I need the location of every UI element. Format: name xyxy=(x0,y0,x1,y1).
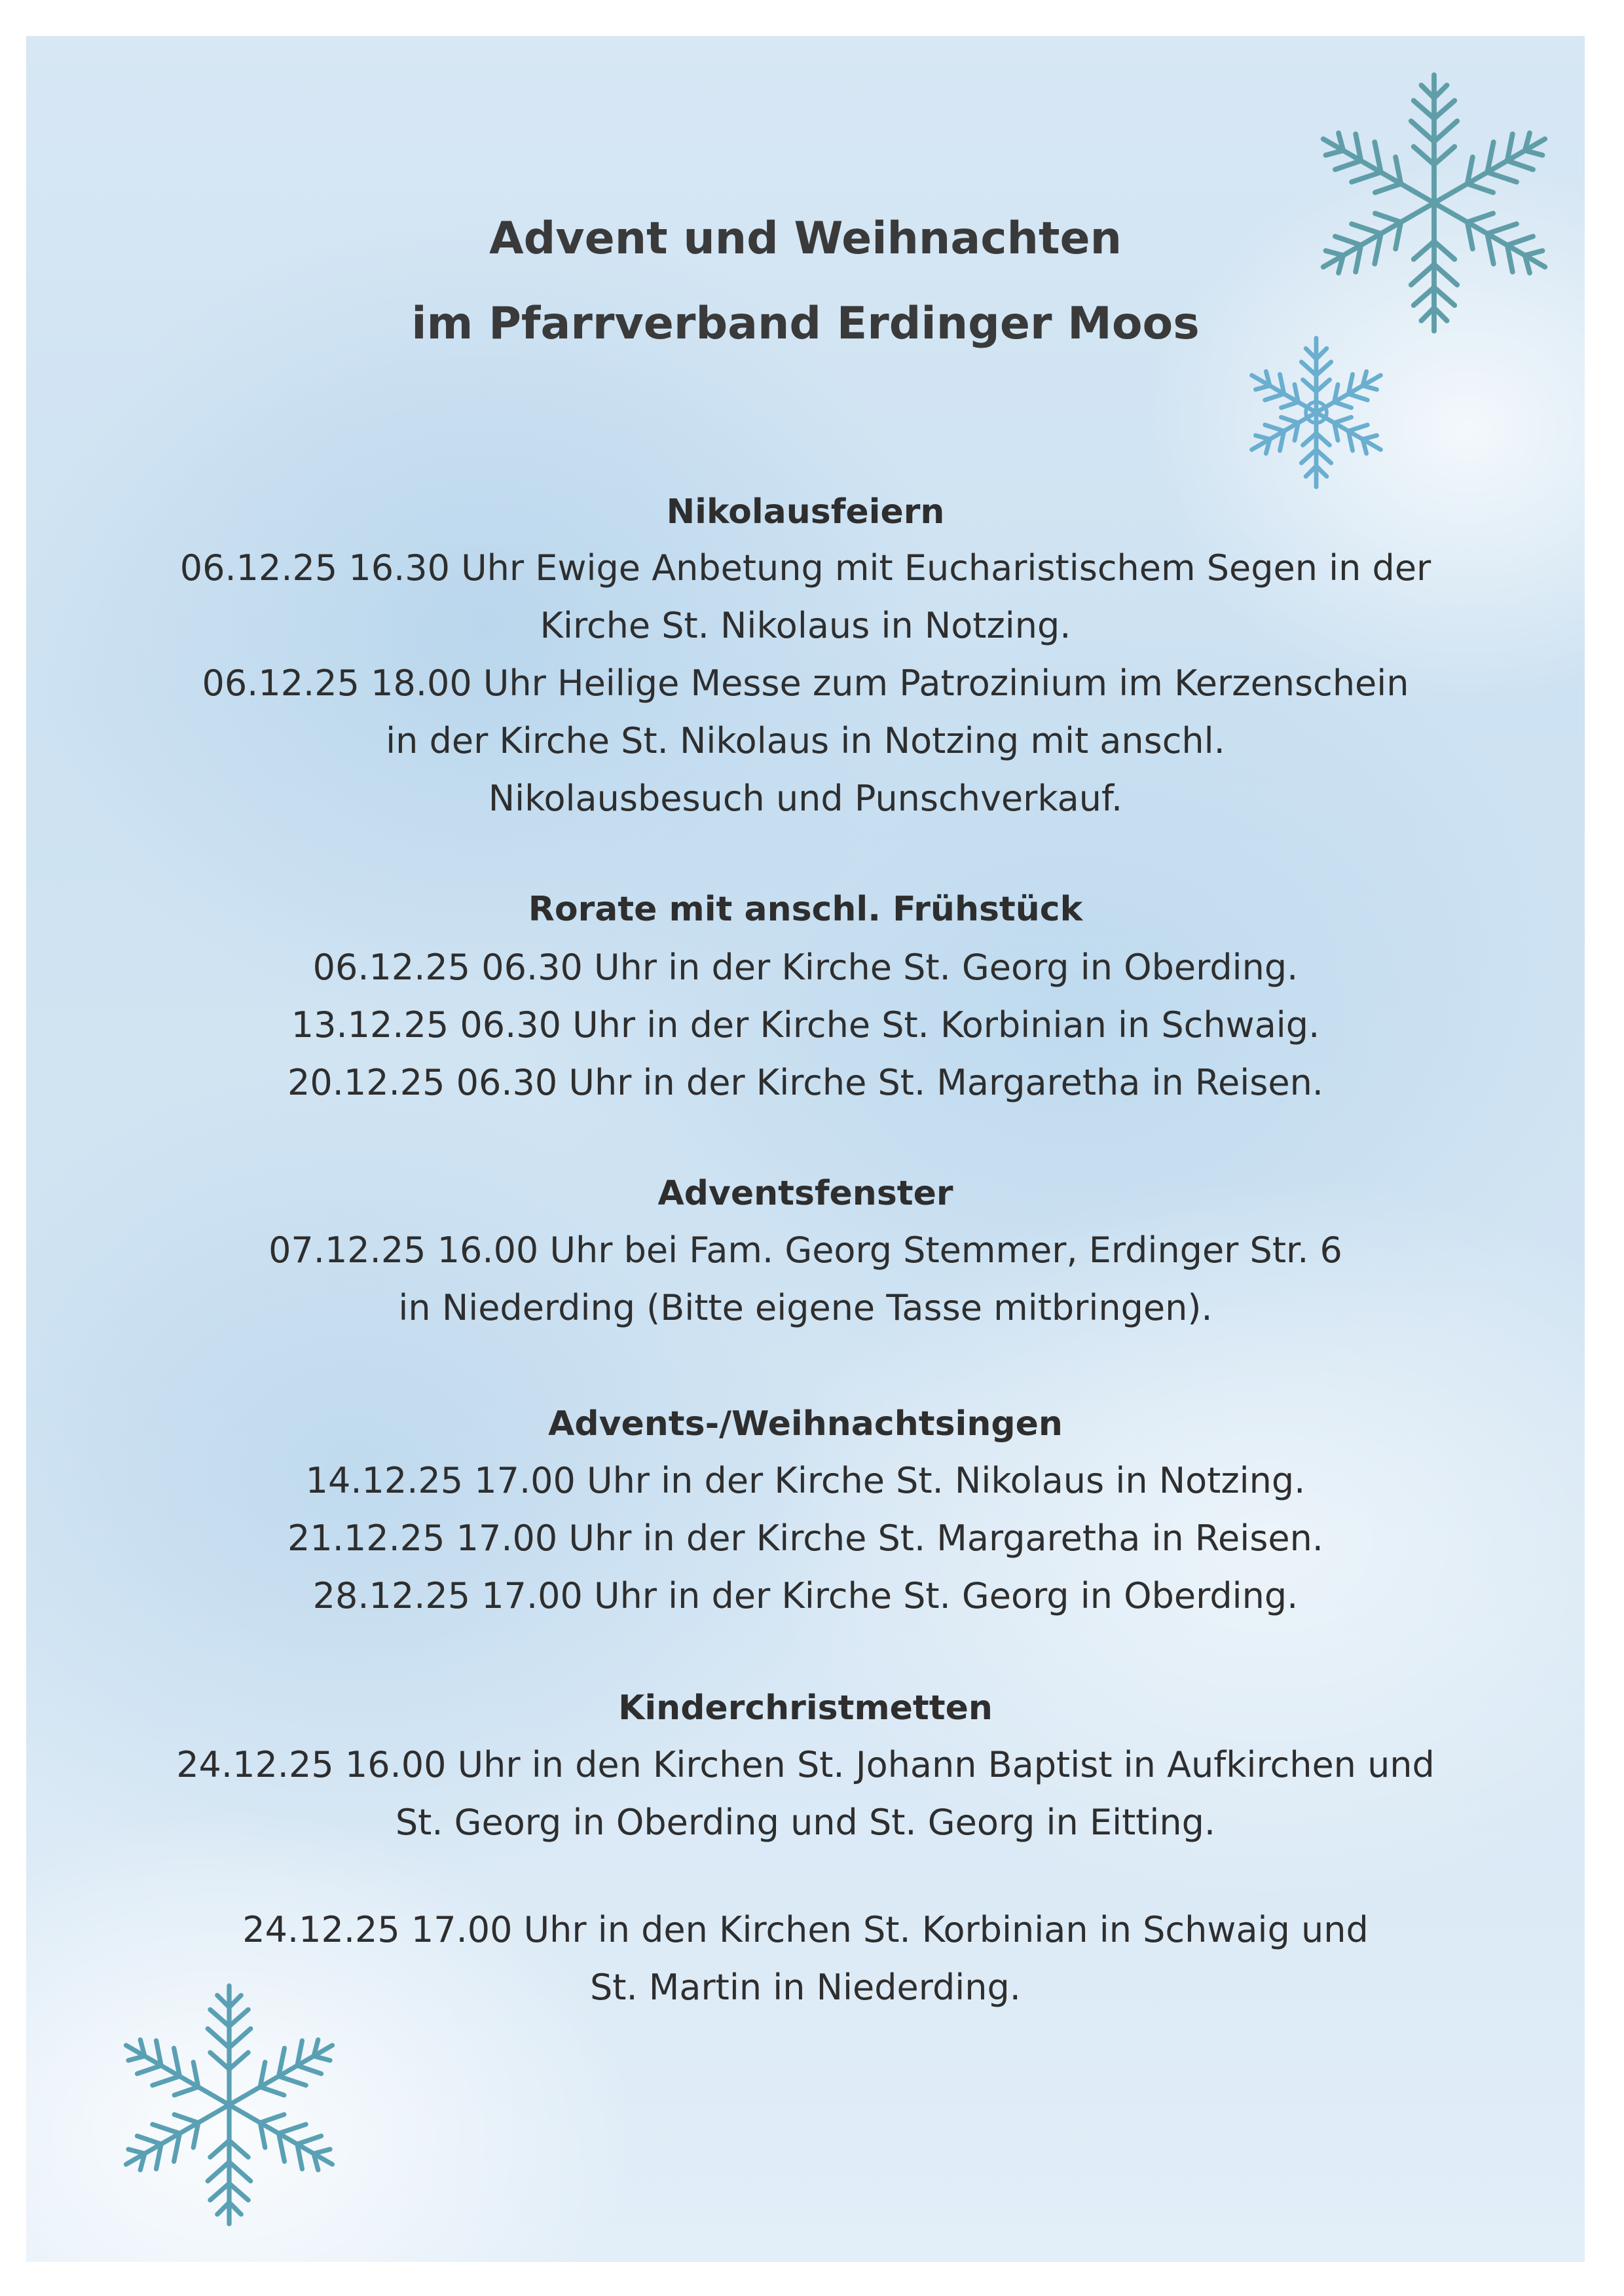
watercolor-background xyxy=(26,36,1585,2262)
event-line: 06.12.25 06.30 Uhr in der Kirche St. Georg in Oberding. xyxy=(312,947,1299,988)
section-heading-kinderchristmetten: Kinderchristmetten xyxy=(618,1688,993,1728)
snowflake-icon xyxy=(1231,331,1401,494)
title-line-2: im Pfarrverband Erdinger Moos xyxy=(411,298,1200,350)
snowflake-icon xyxy=(98,1974,360,2236)
event-line: Nikolausbesuch und Punschverkauf. xyxy=(488,778,1123,819)
event-line: 06.12.25 16.30 Uhr Ewige Anbetung mit Eucharistischem Segen in der xyxy=(179,547,1431,589)
event-line: 24.12.25 16.00 Uhr in den Kirchen St. Johann Baptist in Aufkirchen und xyxy=(176,1744,1435,1785)
event-line: 14.12.25 17.00 Uhr in der Kirche St. Nikolaus in Notzing. xyxy=(305,1460,1306,1501)
event-line: Kirche St. Nikolaus in Notzing. xyxy=(540,605,1071,646)
event-line: 24.12.25 17.00 Uhr in den Kirchen St. Korbinian in Schwaig und xyxy=(242,1909,1369,1950)
section-heading-rorate: Rorate mit anschl. Frühstück xyxy=(528,890,1083,929)
event-line: 20.12.25 06.30 Uhr in der Kirche St. Margaretha in Reisen. xyxy=(287,1062,1323,1103)
event-line: 28.12.25 17.00 Uhr in der Kirche St. Georg in Oberding. xyxy=(312,1575,1299,1616)
section-heading-nikolausfeiern: Nikolausfeiern xyxy=(666,492,945,532)
title-line-1: Advent und Weihnachten xyxy=(489,213,1122,264)
event-line: St. Georg in Oberding und St. Georg in Eitting. xyxy=(395,1802,1216,1843)
event-line: 13.12.25 06.30 Uhr in der Kirche St. Korbinian in Schwaig. xyxy=(291,1004,1320,1046)
event-line: 06.12.25 18.00 Uhr Heilige Messe zum Patrozinium im Kerzenschein xyxy=(202,663,1409,704)
event-line: in Niederding (Bitte eigene Tasse mitbringen). xyxy=(398,1287,1213,1328)
event-line: 07.12.25 16.00 Uhr bei Fam. Georg Stemmer, Erdinger Str. 6 xyxy=(268,1230,1342,1271)
event-line: St. Martin in Niederding. xyxy=(590,1967,1021,2008)
section-heading-weihnachtsingen: Advents-/Weihnachtsingen xyxy=(548,1404,1063,1444)
event-line: 21.12.25 17.00 Uhr in der Kirche St. Margaretha in Reisen. xyxy=(287,1518,1323,1559)
section-heading-adventsfenster: Adventsfenster xyxy=(657,1174,953,1213)
event-line: in der Kirche St. Nikolaus in Notzing mit anschl. xyxy=(386,720,1225,761)
